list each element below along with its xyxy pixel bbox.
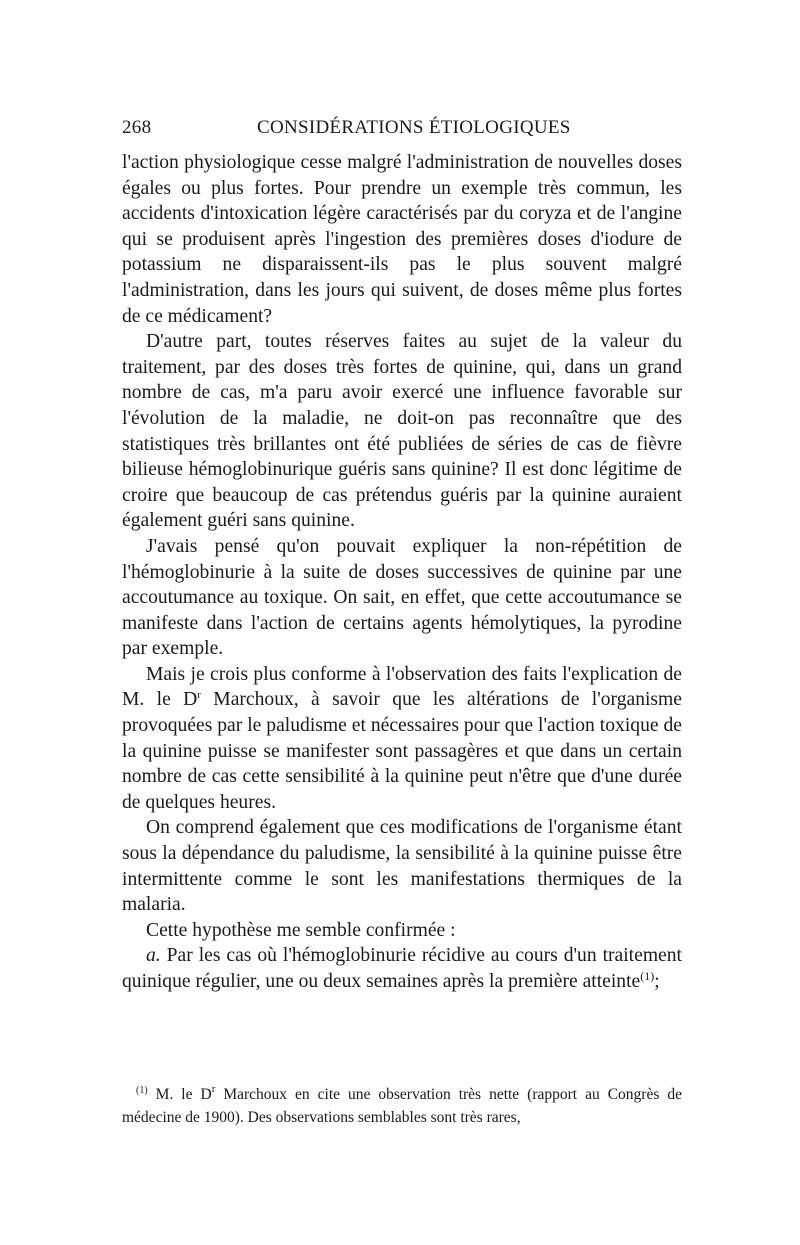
paragraph-4 xyxy=(122,662,682,816)
footnote-reference[interactable]: (1) xyxy=(640,969,655,983)
footnote xyxy=(122,1083,682,1129)
footnote-text-rest: Marchoux en cite une observation très nette (rapport au Congrès de médecine de 1900). Des observations semblables sont très rares, xyxy=(122,1086,682,1126)
paragraph-2: D'autre part, toutes réserves faites au sujet de la valeur du traitement, par des doses très fortes de quinine, qui, dans un grand nombre de cas, m'a paru avoir exercé une influence favorable sur l'évolution de la maladie, ne doit-on pas reconnaître que des statistiques très brillantes ont été publiées de séries de cas de fièvre bilieuse hémoglobinurique guéris sans quinine? Il est donc légitime de croire que beaucoup de cas prétendus guéris par la quinine auraient également guéri sans quinine. xyxy=(122,331,682,532)
paragraph-6: Cette hypothèse me semble confirmée : xyxy=(146,919,456,941)
paragraph-7-end: ; xyxy=(654,971,660,992)
paragraph-7-text: Par les cas où l'hémoglobinurie récidive au cours d'un traitement quinique régulier, une ou deux semaines après la première atteinte xyxy=(122,945,682,992)
paragraph-3: J'avais pensé qu'on pouvait expliquer la non-répétition de l'hémoglobinurie à la suite de doses successives de quinine par une accoutumance au toxique. On sait, en effet, que cette accoutumance se manifeste dans l'action de certains agents hémolytiques, la pyrodine par exemple. xyxy=(122,535,682,660)
item-label: a. xyxy=(146,945,161,967)
paragraph-5: On comprend également que ces modifications de l'organisme étant sous la dépendance du paludisme, la sensibilité à la quinine puisse être intermittente comme le sont les manifestations thermiques de la malaria. xyxy=(122,817,682,916)
body-text xyxy=(122,150,682,995)
paragraph-4-start: Mais je crois plus conforme à l'observation des faits l'explication de M. le D xyxy=(122,663,682,711)
page-number: 268 xyxy=(122,117,152,138)
paragraph-4-rest: Marchoux, à savoir que les altérations de l'organisme provoquées par le paludisme et nécessaires pour que l'action toxique de la quinine puisse se manifester sont passagères et que dans un certain nombre de cas cette sensibilité à la quinine peut n'être que d'une durée de quelques heures. xyxy=(122,689,682,813)
footnote-text-start: M. le D xyxy=(147,1086,212,1103)
footnote-mark: (1) xyxy=(136,1085,148,1096)
footnote-superscript-r: r xyxy=(211,1083,216,1095)
superscript-r: r xyxy=(197,689,201,702)
running-title: CONSIDÉRATIONS ÉTIOLOGIQUES xyxy=(257,117,571,138)
footnote-text xyxy=(122,1083,682,1129)
paragraph-7 xyxy=(122,943,682,994)
paragraph-1: l'action physiologique cesse malgré l'administration de nouvelles doses égales ou plus fortes. Pour prendre un exemple très commun, les accidents d'intoxication légère caractérisés par du coryza et de l'angine qui se produisent après l'ingestion des premières doses d'iodure de potassium ne disparaissent-ils pas le plus souvent malgré l'administration, dans les jours qui suivent, de doses même plus fortes de ce médicament? xyxy=(122,152,682,327)
